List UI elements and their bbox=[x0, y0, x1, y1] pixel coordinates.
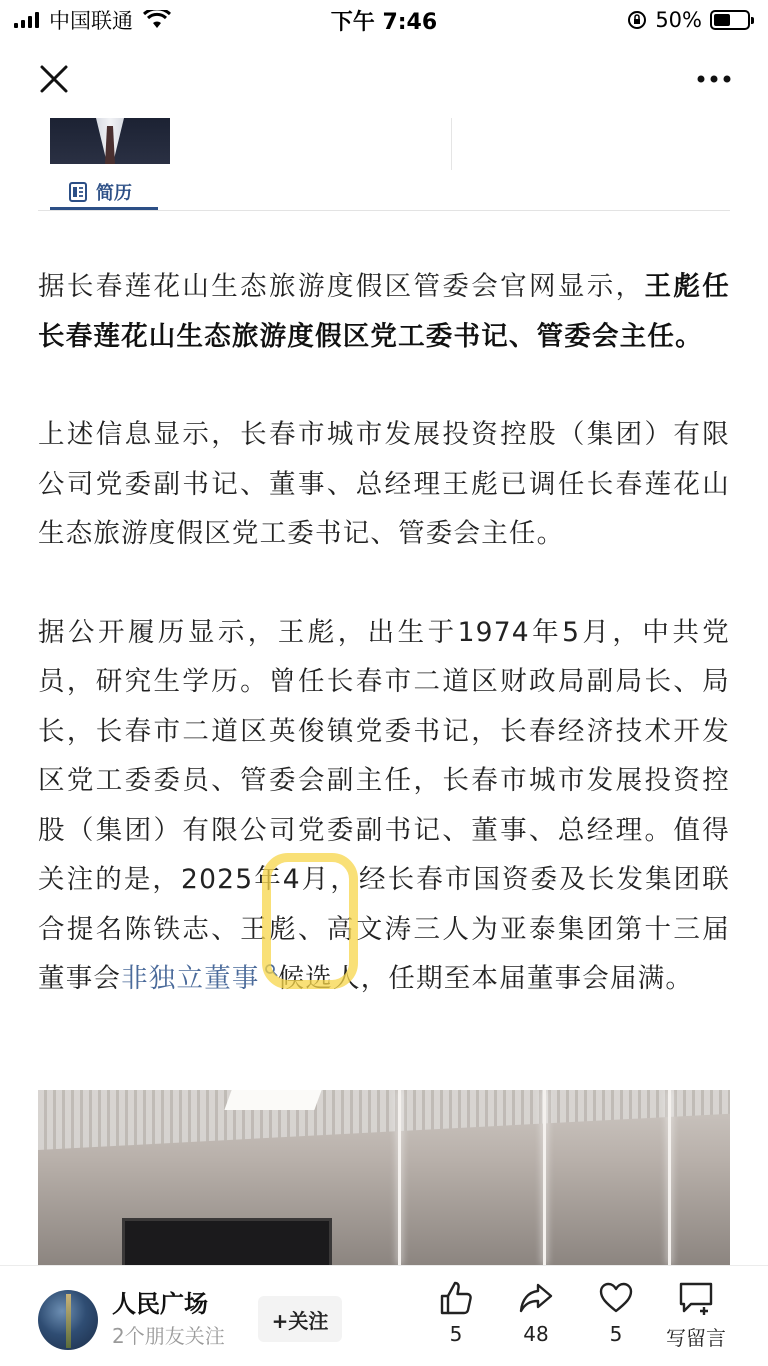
more-button[interactable] bbox=[694, 59, 734, 99]
paragraph-text: 据公开履历显示，王彪，出生于1974年5月，中共党员，研究生学历。曾任长春市二道区财政局副局长、局长，长春市二道区英俊镇党委书记，长春经济技术开发区党工委委员、管委会副主任，长春市城市发展投资控股（集团）有限公司党委副书记、董事、总经理。值得关注的是，2025年4月，经长春市国资委及长发集团联合提名陈铁志、王彪、高文涛三人为亚泰集团第十三届董事会 bbox=[38, 616, 730, 994]
status-bar bbox=[0, 0, 768, 40]
signal-icon bbox=[14, 12, 39, 28]
share-arrow-icon bbox=[518, 1280, 554, 1316]
nav-bar bbox=[0, 40, 768, 118]
article-paragraph-1 bbox=[38, 262, 730, 361]
follow-button[interactable]: +关注 bbox=[258, 1296, 342, 1342]
portrait-image bbox=[50, 118, 170, 164]
share-count: 48 bbox=[523, 1322, 549, 1346]
carrier-name: 中国联通 bbox=[49, 9, 133, 33]
favorite-button[interactable] bbox=[576, 1280, 656, 1346]
bottom-bar bbox=[0, 1265, 768, 1366]
heart-icon bbox=[598, 1280, 634, 1316]
resume-tab-label: 简历 bbox=[96, 182, 132, 204]
status-left bbox=[14, 5, 171, 35]
more-dots-icon bbox=[696, 74, 732, 84]
battery-percent: 50% bbox=[655, 8, 702, 32]
photo-screen bbox=[122, 1218, 332, 1265]
like-count: 5 bbox=[449, 1322, 463, 1346]
share-button[interactable] bbox=[496, 1280, 576, 1346]
comment-label: 写留言 bbox=[666, 1326, 726, 1350]
article-body bbox=[38, 262, 730, 1004]
comment-button[interactable] bbox=[656, 1280, 736, 1351]
author-friends-follow: 2个朋友关注 bbox=[112, 1324, 225, 1348]
battery-fill bbox=[714, 14, 730, 26]
card-divider bbox=[451, 118, 452, 170]
paragraph-bold-text: 王彪任长春莲花山生态旅游度假区党工委书记、管委会主任。 bbox=[38, 271, 730, 352]
author-avatar[interactable] bbox=[38, 1290, 98, 1350]
tab-resume[interactable] bbox=[50, 176, 158, 210]
battery-icon bbox=[710, 10, 750, 30]
author-name[interactable]: 人民广场 bbox=[112, 1290, 208, 1318]
article-paragraph-2: 上述信息显示，长春市城市发展投资控股（集团）有限公司党委副书记、董事、总经理王彪已调任长春莲花山生态旅游度假区党工委书记、管委会主任。 bbox=[38, 419, 730, 549]
status-right bbox=[627, 8, 750, 32]
orientation-lock-icon bbox=[627, 10, 647, 30]
close-icon bbox=[39, 64, 69, 94]
thumbs-up-icon bbox=[438, 1280, 474, 1316]
status-time: 下午 7:46 bbox=[330, 9, 438, 35]
article-paragraph-3 bbox=[38, 608, 730, 1004]
wifi-icon bbox=[143, 10, 171, 30]
search-icon bbox=[264, 963, 278, 977]
tab-underline-divider bbox=[38, 210, 730, 211]
article-photo[interactable] bbox=[38, 1090, 730, 1265]
like-button[interactable] bbox=[416, 1280, 496, 1346]
paragraph-text: 据长春莲花山生态旅游度假区管委会官网显示， bbox=[38, 271, 645, 302]
term-link-label: 非独立董事 bbox=[121, 963, 260, 994]
favorite-count: 5 bbox=[609, 1322, 623, 1346]
resume-icon bbox=[68, 181, 88, 203]
comment-plus-icon bbox=[677, 1280, 715, 1316]
paragraph-text: 候选人，任期至本届董事会届满。 bbox=[277, 963, 694, 994]
term-link-non-independent-director[interactable] bbox=[121, 963, 278, 994]
close-button[interactable] bbox=[34, 59, 74, 99]
profile-card bbox=[38, 118, 730, 213]
